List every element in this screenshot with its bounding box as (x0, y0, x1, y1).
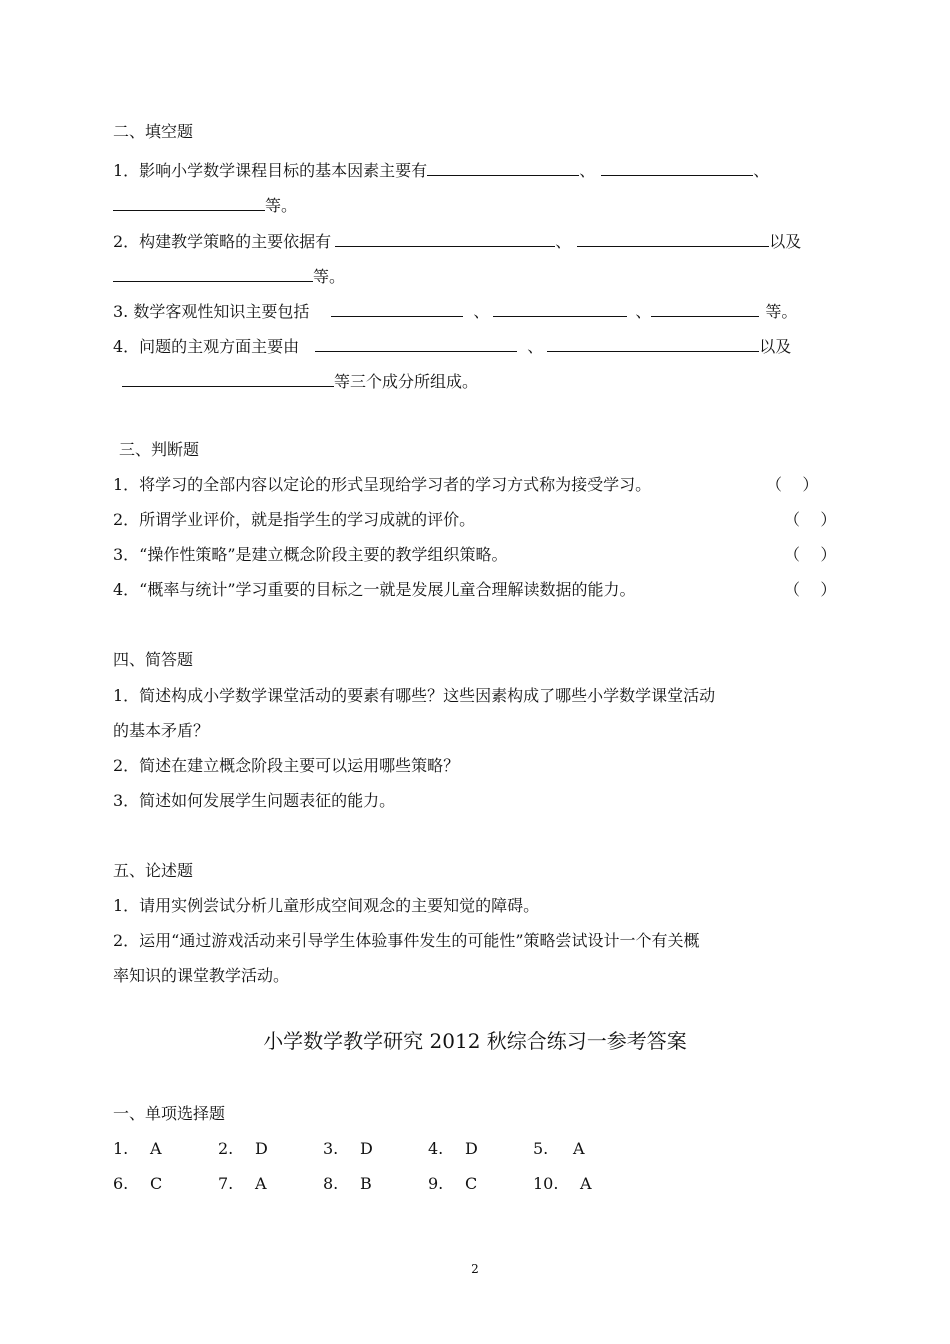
fill-q2-yiji: 以及 (769, 232, 802, 251)
fill-q4-yiji: 以及 (759, 337, 792, 356)
answer-num: 6. (113, 1174, 129, 1193)
judge-paren-1: （ ） (766, 475, 819, 494)
judge-item-2: 2．所谓学业评价，就是指学生的学习成就的评价。 (113, 510, 476, 529)
judge-paren-4: （ ） (784, 580, 837, 599)
fill-q2-end: 等。 (313, 267, 346, 286)
answer-num: 4. (428, 1139, 444, 1158)
fill-q1-line1 (113, 157, 769, 181)
sep-dun: 、 (473, 302, 490, 321)
judge-paren-2: （ ） (784, 510, 837, 529)
answer-value: A (150, 1139, 162, 1158)
sep-dun: 、 (527, 337, 544, 356)
short-heading: 四、简答题 (113, 650, 194, 669)
fill-q3-text: 3. 数学客观性知识主要包括 (113, 302, 310, 321)
answer-value: A (580, 1174, 592, 1193)
sep-dun: 、 (555, 232, 572, 251)
fill-heading: 二、填空题 (113, 122, 194, 141)
judge-item-4: 4．“概率与统计”学习重要的目标之一就是发展儿童合理解读数据的能力。 (113, 580, 636, 599)
fill-q3-end: 等。 (765, 302, 798, 321)
answer-value: A (255, 1174, 267, 1193)
answer-num: 8. (323, 1174, 339, 1193)
answer-value: C (150, 1174, 163, 1193)
fill-blank (493, 298, 627, 317)
answer-num: 3. (323, 1139, 339, 1158)
answer-num: 2. (218, 1139, 234, 1158)
fill-blank (577, 228, 769, 247)
answers-title: 小学数学教学研究 2012 秋综合练习一参考答案 (263, 1029, 687, 1053)
fill-blank (113, 263, 313, 282)
short-q1-line1: 1．简述构成小学数学课堂活动的要素有哪些？这些因素构成了哪些小学数学课堂活动 (113, 686, 716, 705)
fill-q3-line (113, 298, 797, 322)
fill-q4-text: 4．问题的主观方面主要由 (113, 337, 300, 356)
fill-blank (113, 192, 265, 211)
fill-q4-line2 (113, 368, 478, 392)
answer-num: 9. (428, 1174, 444, 1193)
short-q1-line2: 的基本矛盾？ (113, 721, 210, 740)
answer-value: D (360, 1139, 373, 1158)
answer-num: 5. (533, 1139, 549, 1158)
fill-blank (601, 157, 753, 176)
fill-blank (547, 333, 759, 352)
answer-value: B (360, 1174, 372, 1193)
fill-blank (315, 333, 517, 352)
fill-blank (335, 228, 555, 247)
essay-heading: 五、论述题 (113, 861, 194, 880)
sep-dun: 、 (753, 161, 770, 180)
judge-heading: 三、判断题 (119, 440, 200, 459)
fill-q1-end: 等。 (265, 196, 298, 215)
fill-q1-text: 1．影响小学数学课程目标的基本因素主要有 (113, 161, 428, 180)
sep-dun: 、 (579, 161, 596, 180)
short-q3: 3．简述如何发展学生问题表征的能力。 (113, 791, 396, 810)
fill-q2-text: 2．构建教学策略的主要依据有 (113, 232, 332, 251)
answer-num: 1. (113, 1139, 129, 1158)
fill-blank (651, 298, 759, 317)
short-q2: 2．简述在建立概念阶段主要可以运用哪些策略？ (113, 756, 460, 775)
page-number: 2 (471, 1262, 479, 1276)
answer-num: 7. (218, 1174, 234, 1193)
answer-value: C (465, 1174, 478, 1193)
fill-blank (331, 298, 463, 317)
essay-q2-line1: 2．运用“通过游戏活动来引导学生体验事件发生的可能性”策略尝试设计一个有关概 (113, 931, 700, 950)
fill-blank (122, 368, 334, 387)
answer-num: 10. (533, 1174, 559, 1193)
answer-value: A (573, 1139, 585, 1158)
fill-q2-line1 (113, 228, 801, 252)
fill-q4-end: 等三个成分所组成。 (334, 372, 479, 391)
answers-heading: 一、单项选择题 (113, 1104, 226, 1123)
answer-value: D (255, 1139, 268, 1158)
judge-item-3: 3．“操作性策略”是建立概念阶段主要的教学组织策略。 (113, 545, 508, 564)
answer-value: D (465, 1139, 478, 1158)
fill-q1-line2 (113, 192, 297, 216)
judge-paren-3: （ ） (784, 545, 837, 564)
fill-q4-line1 (113, 333, 791, 357)
judge-item-1: 1．将学习的全部内容以定论的形式呈现给学习者的学习方式称为接受学习。 (113, 475, 652, 494)
essay-q1: 1．请用实例尝试分析儿童形成空间观念的主要知觉的障碍。 (113, 896, 540, 915)
fill-q2-line2 (113, 263, 345, 287)
essay-q2-line2: 率知识的课堂教学活动。 (113, 966, 290, 985)
fill-blank (427, 157, 579, 176)
sep-dun: 、 (635, 302, 652, 321)
